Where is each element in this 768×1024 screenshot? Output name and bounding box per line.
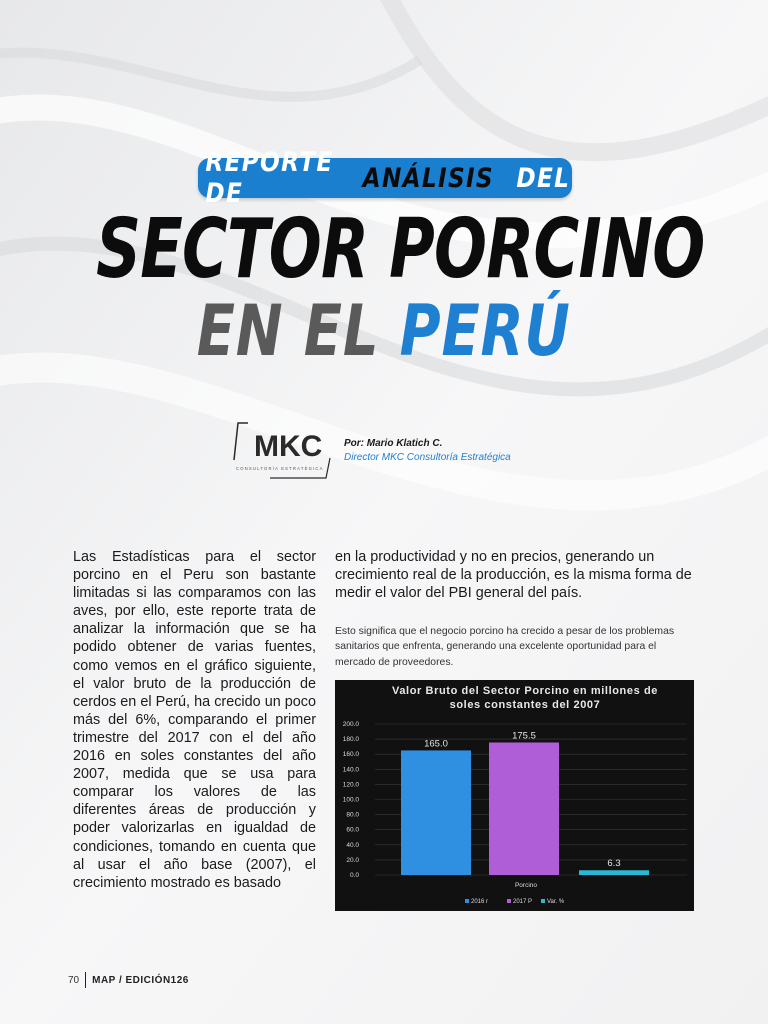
chart-legend-swatch	[507, 899, 511, 903]
chart-y-tick: 80.0	[346, 811, 359, 819]
chart-bar-2	[489, 742, 559, 875]
chart-y-tick: 0.0	[349, 872, 359, 879]
chart-bar-3	[579, 870, 649, 875]
author-block	[344, 437, 511, 465]
body-column-2-paragraph-2: Esto significa que el negocio porcino ha crecido a pesar de los problemas sanitarios que enfrenta, generando una excelente oportunidad para el mercado de proveedores.	[335, 626, 675, 668]
chart-data-label: 175.5	[512, 730, 536, 742]
chart-legend-swatch	[541, 899, 545, 903]
author-name: Por: Mario Klatich C.	[344, 438, 443, 449]
kicker-text-3: DEL	[516, 162, 571, 194]
headline-text-1: SECTOR PORCINO	[96, 202, 705, 297]
chart-y-tick: 180.0	[342, 736, 359, 744]
footer-divider	[85, 972, 86, 988]
chart-y-tick: 40.0	[346, 841, 359, 849]
body-column-1: Las Estadísticas para el sector porcino en el Peru son bastante limitadas si las comparamos con las aves, por ello, este reporte trata de analizar la información que se ha podido obtener de varias fuentes, como vemos en el gráfico siguiente, el valor bruto de la producción de cerdos en el Perú, ha crecido un poco más del 6%, comparando el primer trimestre del 2017 con el del año 2016 en soles constantes del año 2007, medida que se usa para comparar los valores de las diferentes áreas de producción y poder valorizarlas en igualdad de condiciones, tomando en cuenta que al usar el año base (2007), el crecimiento mostrado es basado	[73, 549, 316, 891]
chart-y-tick: 160.0	[342, 751, 359, 759]
chart-y-tick: 100.0	[342, 796, 359, 804]
chart-title-line-2: soles constantes del 2007	[449, 699, 601, 711]
mkc-logo	[230, 420, 340, 480]
logo-tagline: CONSULTORÍA ESTRATÉGICA	[236, 466, 324, 471]
page-footer	[68, 972, 189, 988]
chart-data-label: 6.3	[607, 858, 621, 870]
author-role: Director MKC Consultoría Estratégica	[344, 452, 511, 463]
kicker-text-1: REPORTE DE	[205, 147, 334, 209]
page-number: 70	[68, 974, 80, 986]
chart-y-tick: 140.0	[342, 766, 359, 774]
headline-line-2-inner	[197, 290, 571, 372]
chart-y-tick: 60.0	[346, 826, 359, 834]
report-kicker-pill	[198, 147, 572, 209]
headline-line-2	[0, 290, 768, 372]
headline-text-2a: EN EL	[197, 290, 380, 372]
chart-y-tick: 20.0	[346, 856, 359, 864]
chart-y-tick: 120.0	[342, 781, 359, 789]
chart-title-line-1: Valor Bruto del Sector Porcino en millones de	[392, 685, 658, 697]
production-value-chart	[335, 680, 694, 911]
chart-legend-entry: Var. %	[547, 899, 565, 905]
logo-brand: MKC	[254, 430, 323, 463]
chart-legend-swatch	[465, 899, 469, 903]
chart-legend-entry: 2016 r	[471, 899, 489, 905]
kicker-text-2: ANÁLISIS	[362, 162, 494, 194]
magazine-edition: MAP / EDICIÓN126	[92, 974, 189, 986]
chart-data-label: 165.0	[424, 738, 448, 750]
chart-legend-entry: 2017 P	[513, 899, 533, 905]
headline-text-2b: PERÚ	[399, 290, 571, 372]
chart-y-tick: 200.0	[342, 721, 359, 728]
headline-line-1	[0, 202, 768, 297]
body-column-2-paragraph-1: en la productividad y no en precios, generando un crecimiento real de la producción, es la misma forma de medir el valor del PBI general del país.	[335, 549, 692, 602]
chart-bar-1	[401, 750, 471, 875]
chart-x-label: Porcino	[514, 882, 538, 889]
